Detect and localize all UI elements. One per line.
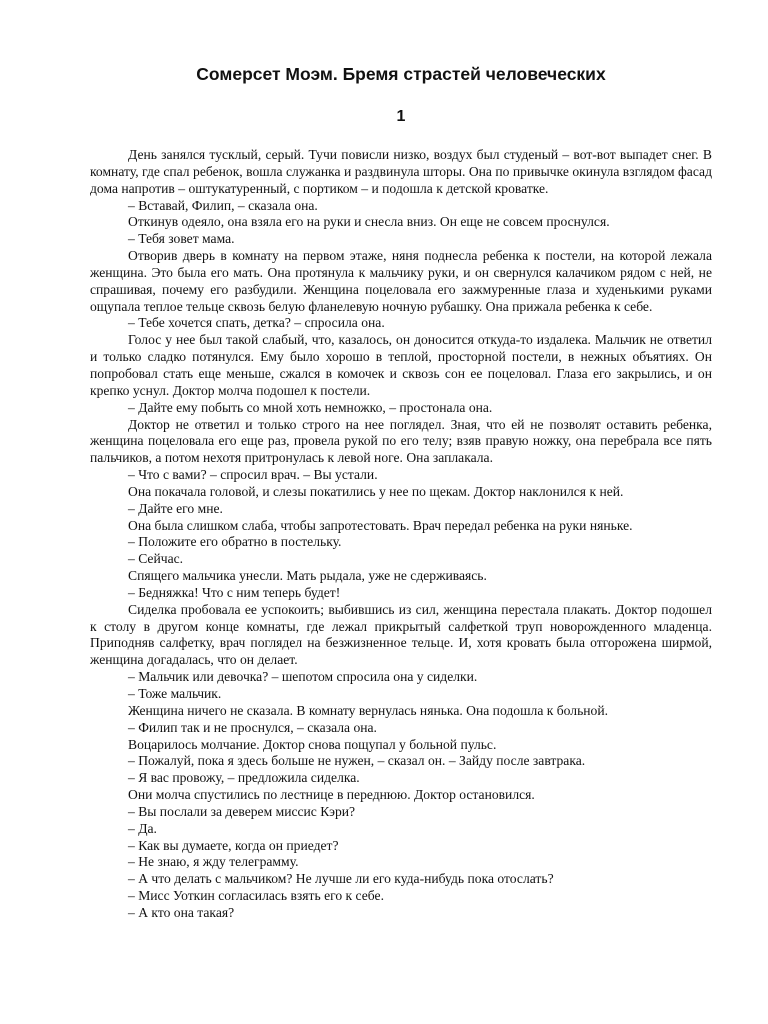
paragraph: – Как вы думаете, когда он приедет? [128,837,339,853]
paragraph: – А что делать с мальчиком? Не лучше ли его куда-нибудь пока отослать? [128,871,554,887]
paragraph: Отворив дверь в комнату на первом этаже, няня поднесла ребенка к постели, на которой лежала женщина. Это была его мать. Она протянула к мальчику руки, и он свернулся калачиком рядом с ней, не спрашивая, почему его разбудили. Женщина поцеловала его зажмуренные глаза и худенькими руками ощупала теплое тельце сквозь белую фланелевую ночную рубашку. Она прижала ребенка к себе. [90,248,712,314]
chapter-number: 1 [396,108,406,125]
paragraph: Сиделка пробовала ее успокоить; выбившись из сил, женщина перестала плакать. Доктор подошел к столу в другом конце комнаты, где лежал прикрытый салфеткой труп новорожденного младенца. Приподняв салфетку, врач поглядел на безжизненное тельце. И, хотя кровать была отгорожена ширмой, женщина догадалась, что он делает. [90,601,712,668]
paragraph: Воцарилось молчание. Доктор снова пощупал у больной пульс. [128,736,497,752]
paragraph: – Филип так и не проснулся, – сказала она. [128,719,377,735]
paragraph: Они молча спустились по лестнице в переднюю. Доктор остановился. [128,787,535,803]
paragraph: – Вы послали за деверем миссис Кэри? [128,803,356,819]
paragraph: Она была слишком слаба, чтобы запротестовать. Врач передал ребенка на руки няньке. [128,517,633,533]
paragraph: – Я вас провожу, – предложила сиделка. [128,770,360,786]
paragraph: Откинув одеяло, она взяла его на руки и снесла вниз. Он еще не совсем проснулся. [128,214,610,230]
paragraph: – Не знаю, я жду телеграмму. [128,854,299,870]
paragraph: – Тебе хочется спать, детка? – спросила она. [128,315,385,331]
paragraph: Доктор не ответил и только строго на нее поглядел. Зная, что ей не позволят оставить ребенка, женщина поцеловала его еще раз, провела рукой по его телу; взяв правую ножку, она перебрала все пять пальчиков, а потом нехотя притронулась к левой ноге. Она заплакала. [90,416,712,466]
paragraph: – Что с вами? – спросил врач. – Вы устали. [128,467,378,483]
paragraph: – А кто она такая? [128,904,235,920]
paragraph: – Мисс Уоткин согласилась взять его к себе. [128,888,384,904]
chapter-body [90,147,712,922]
paragraph: День занялся тусклый, серый. Тучи повисли низко, воздух был студеный – вот-вот выпадет снег. В комнату, где спал ребенок, вошла служанка и раздвинула шторы. Она по привычке окинула взглядом фасад дома напротив – оштукатуренный, с портиком – и подошла к детской кроватке. [90,147,712,196]
paragraph: – Сейчас. [128,551,184,567]
paragraph: – Дайте его мне. [128,500,223,516]
paragraph: Спящего мальчика унесли. Мать рыдала, уже не сдерживаясь. [128,568,487,584]
paragraph: – Тоже мальчик. [128,686,222,701]
paragraph: – Положите его обратно в постельку. [128,534,342,550]
paragraph: Она покачала головой, и слезы покатились у нее по щекам. Доктор наклонился к ней. [128,483,624,499]
paragraph: – Тебя зовет мама. [128,231,235,247]
document-title: Сомерсет Моэм. Бремя страстей человеческих [196,64,606,84]
paragraph: – Пожалуй, пока я здесь больше не нужен, – сказал он. – Зайду после завтрака. [128,753,586,769]
paragraph: – Бедняжка! Что с ним теперь будет! [128,584,341,600]
paragraph: – Мальчик или девочка? – шепотом спросила она у сиделки. [128,669,478,685]
paragraph: – Дайте ему побыть со мной хоть немножко, – простонала она. [128,399,493,415]
paragraph: – Вставай, Филип, – сказала она. [128,197,318,213]
document-page [90,62,712,922]
paragraph: Женщина ничего не сказала. В комнату вернулась нянька. Она подошла к больной. [128,702,609,718]
paragraph: Голос у нее был такой слабый, что, казалось, он доносится откуда-то издалека. Мальчик не ответил и только сладко потянулся. Ему было хорошо в теплой, просторной постели, в нежных объятиях. Он попробовал стать еще меньше, сжался в комочек и сквозь сон ее поцеловал. Глаза его закрылись, и он крепко уснул. Доктор молча подошел к постели. [90,332,712,398]
paragraph: – Да. [128,820,157,836]
